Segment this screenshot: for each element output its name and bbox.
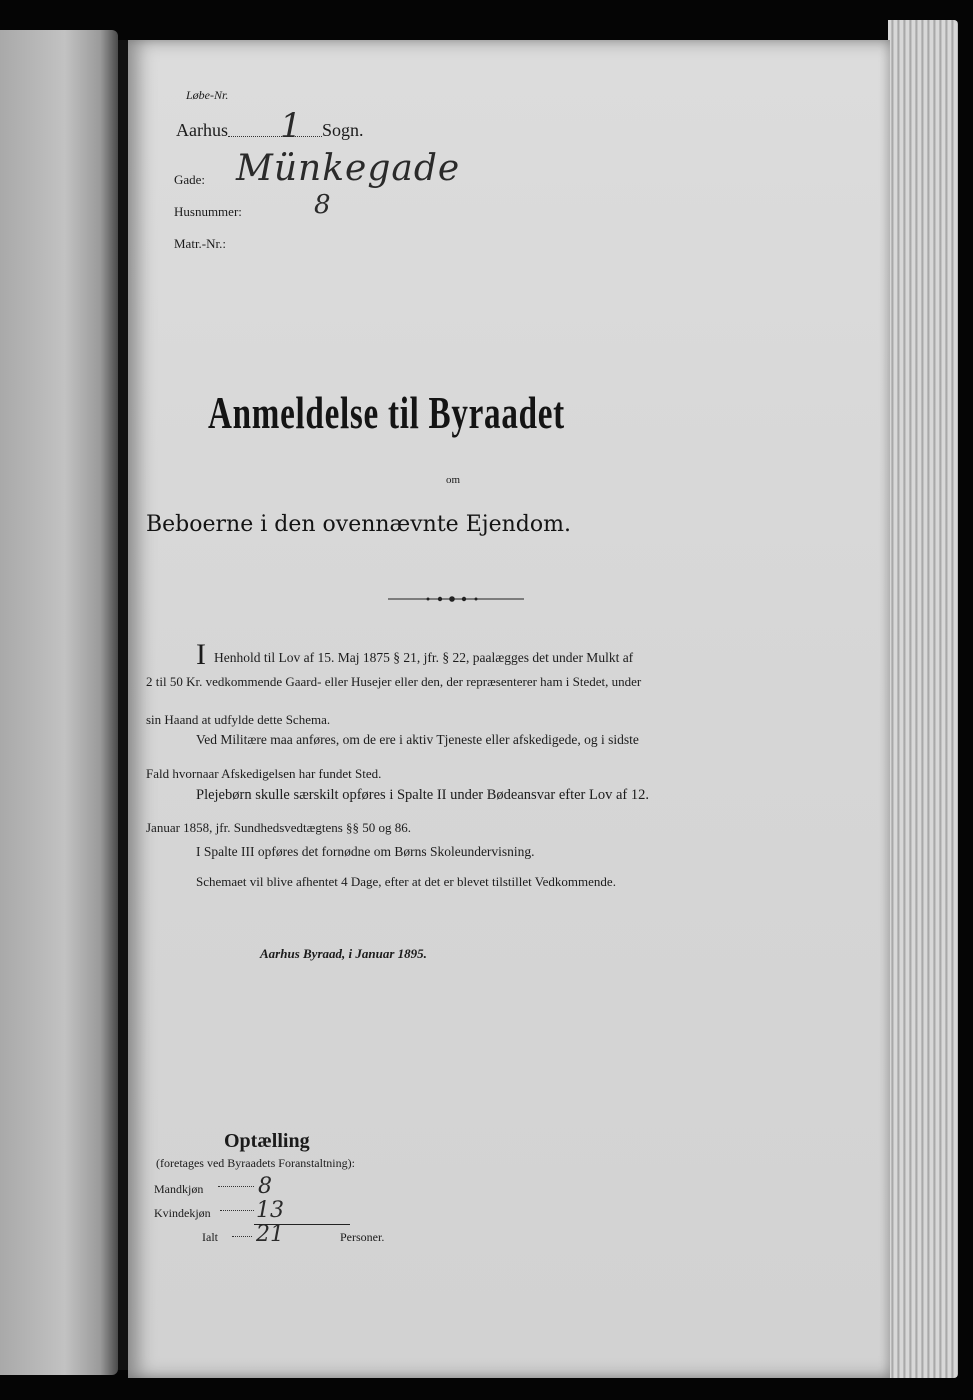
lobe-nr-label: Løbe-Nr. bbox=[186, 88, 229, 102]
book-spine bbox=[118, 40, 128, 1370]
instruction-line-4: Ved Militære maa anføres, om de ere i aktiv Tjeneste eller afskedigede, og i sidste bbox=[196, 732, 639, 747]
men-dots bbox=[218, 1186, 254, 1187]
om-label: om bbox=[446, 474, 461, 486]
parish-number: 1 bbox=[280, 106, 302, 146]
street-value: Münkegade bbox=[236, 148, 461, 189]
house-number-label: Husnummer: bbox=[174, 204, 242, 219]
instruction-line-8: I Spalte III opføres det fornødne om Børns Skoleundervisning. bbox=[196, 844, 535, 859]
instruction-line-1: Henhold til Lov af 15. Maj 1875 § 21, jfr. § 22, paalægges det under Mulkt af bbox=[214, 650, 634, 665]
document-page bbox=[128, 40, 890, 1378]
instruction-line-5: Fald hvornaar Afskedigelsen har fundet Sted. bbox=[146, 766, 382, 781]
parish-line bbox=[176, 120, 228, 141]
parish-dotline bbox=[228, 136, 322, 137]
instruction-line-6: Plejebørn skulle særskilt opføres i Spalte II under Bødeansvar efter Lov af 12. bbox=[196, 787, 650, 803]
total-value: 21 bbox=[256, 1222, 284, 1247]
women-value: 13 bbox=[256, 1198, 284, 1223]
instruction-line-7: Januar 1858, jfr. Sundhedsvedtægtens §§ 50 og 86. bbox=[146, 820, 412, 835]
parish-suffix: Sogn. bbox=[322, 120, 364, 140]
count-subtitle: (foretages ved Byraadets Foranstaltning): bbox=[156, 1156, 355, 1170]
count-title: Optælling bbox=[224, 1130, 310, 1152]
parish-prefix: Aarhus bbox=[176, 120, 228, 140]
total-dots bbox=[232, 1236, 252, 1237]
left-page-edge bbox=[0, 30, 118, 1375]
men-value: 8 bbox=[258, 1174, 272, 1199]
instruction-line-3: sin Haand at udfylde dette Schema. bbox=[146, 712, 331, 727]
total-label: Ialt bbox=[202, 1230, 218, 1244]
instruction-line-2: 2 til 50 Kr. vedkommende Gaard- eller Husejer eller den, der repræsenterer ham i Stedet, under bbox=[146, 674, 642, 689]
women-label: Kvindekjøn bbox=[154, 1206, 211, 1220]
women-dots bbox=[220, 1210, 254, 1211]
page-stack-edges bbox=[888, 20, 958, 1378]
house-number-value: 8 bbox=[314, 190, 331, 220]
page-title: Anmeldelse til Byraadet bbox=[208, 387, 565, 438]
signature-line: Aarhus Byraad, i Januar 1895. bbox=[260, 946, 427, 961]
instruction-line-9: Schemaet vil blive afhentet 4 Dage, efter at det er blevet tilstillet Vedkommende. bbox=[196, 874, 616, 889]
men-label: Mandkjøn bbox=[154, 1182, 204, 1196]
persons-label: Personer. bbox=[340, 1230, 385, 1244]
page-subtitle: Beboerne i den ovennævnte Ejendom. bbox=[146, 512, 571, 537]
ornament-divider bbox=[388, 594, 524, 604]
street-label: Gade: bbox=[174, 172, 206, 187]
drop-cap: I bbox=[196, 638, 206, 671]
matr-label: Matr.-Nr.: bbox=[174, 236, 226, 251]
